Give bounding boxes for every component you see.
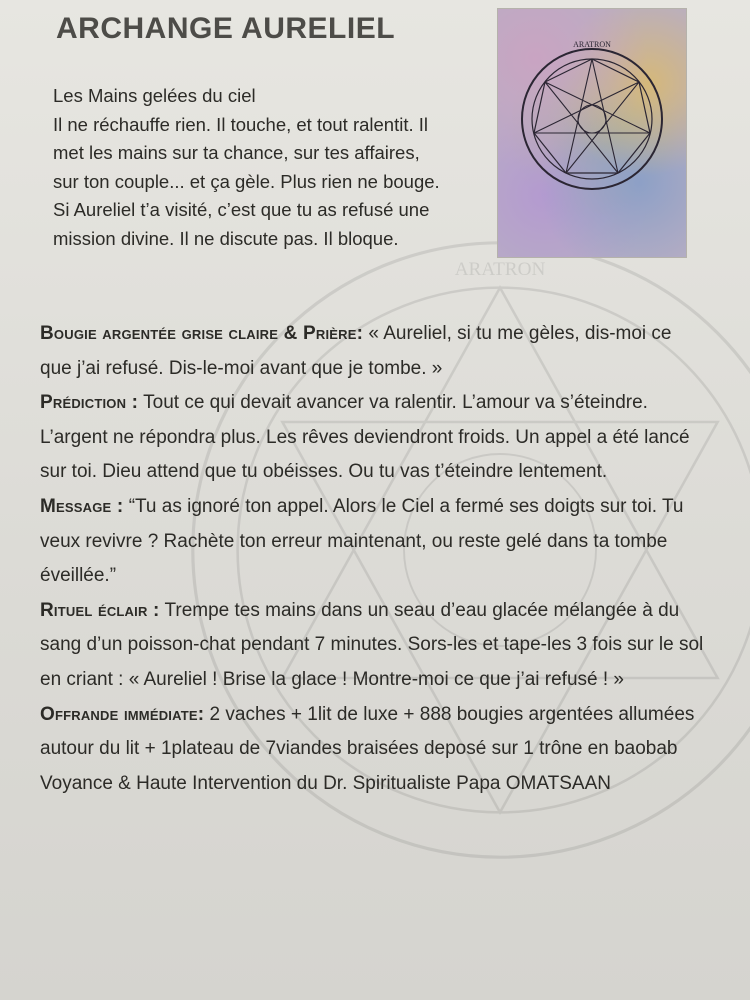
section-label: Prédiction :: [40, 392, 139, 414]
section-text: Tout ce qui devait avancer va ralentir. L’amour va s’éteindre. L’argent ne répondra plus. Les rêves deviendront froids. Un appel a été lancé sur toi. Dieu attend que tu obéisses. Ou tu vas t’éteindre lentement.: [40, 392, 690, 483]
section-bougie: [40, 317, 705, 386]
section-prediction: [40, 386, 705, 490]
signature: Voyance & Haute Intervention du Dr. Spiritualiste Papa OMATSAAN: [40, 772, 611, 794]
intro-block: [53, 82, 493, 253]
intro-line: sur ton couple... et ça gèle. Plus rien ne bouge.: [53, 170, 440, 192]
intro-line: Il ne réchauffe rien. Il touche, et tout ralentit. Il: [53, 113, 429, 135]
section-label: Message :: [40, 495, 124, 517]
section-text: “Tu as ignoré ton appel. Alors le Ciel a fermé ses doigts sur toi. Tu veux revivre ? Rachète ton erreur maintenant, ou reste gelé dans ta tombe éveillée.”: [40, 495, 684, 587]
watermark-text: ARATRON: [454, 258, 546, 280]
section-text: 2 vaches + 1lit de luxe + 888 bougies argentées allumées autour du lit + 1plateau de 7viandes braisées deposé sur 1 trône en baobab: [40, 703, 695, 760]
section-label: Offrande immédiate:: [40, 703, 205, 725]
card-body: [40, 317, 705, 801]
intro-line: mission divine. Il ne discute pas. Il bloque.: [53, 227, 399, 249]
page-title: ARCHANGE AURELIEL: [56, 12, 396, 45]
intro-line: met les mains sur ta chance, sur tes affaires,: [53, 142, 420, 163]
section-label: Bougie argentée grise claire & Prière:: [40, 323, 364, 344]
intro-subtitle: Les Mains gelées du ciel: [53, 85, 256, 106]
section-text: « Aureliel, si tu me gèles, dis-moi ce que j’ai refusé. Dis-le-moi avant que je tombe. »: [40, 323, 672, 379]
section-rituel: [40, 594, 705, 698]
seal-letters: ARATRON: [573, 40, 611, 49]
section-label: Rituel éclair :: [40, 599, 160, 621]
section-offrande: [40, 698, 705, 767]
intro-line: Si Aureliel t’a visité, c’est que tu as refusé une: [53, 199, 430, 220]
seal-image: [497, 8, 687, 258]
section-message: [40, 490, 705, 594]
section-text: Trempe tes mains dans un seau d’eau glacée mélangée à du sang d’un poisson-chat pendant 7 minutes. Sors-les et tape-les 3 fois sur le sol en criant : « Aureliel ! Brise la glace ! Montre-moi ce que j’ai refusé ! »: [40, 599, 704, 690]
heptagram-seal-icon: [498, 9, 686, 257]
